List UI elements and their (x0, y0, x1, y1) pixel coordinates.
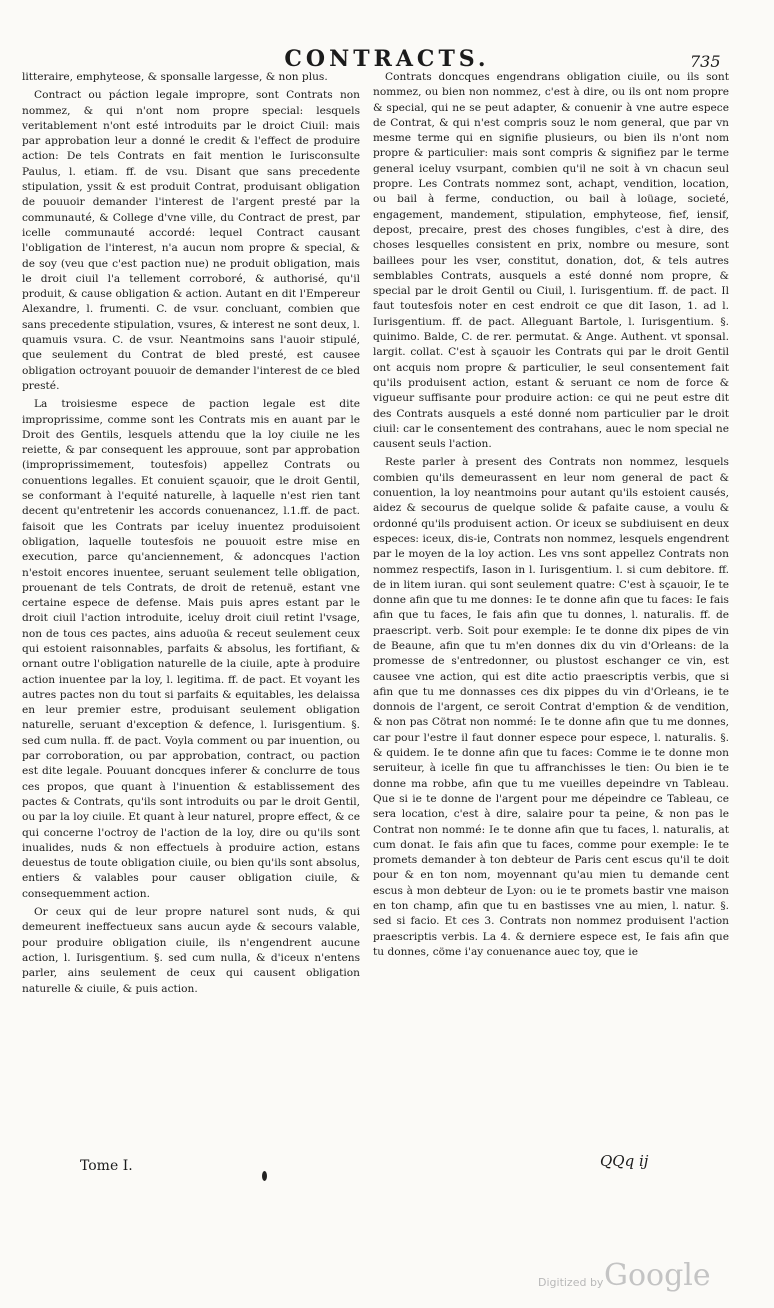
right-paragraph: Contrats doncques engendrans obligation ciuile, ou ils sont nommez, ou bien non nommez, c'est à dire, ou ils ont nom propre & special, qui ne se peut adapter, & conuenir à vne autre espece de Contrat, & qui n'est compris souz le nom general, que par vn mesme terme qui en signifie plusieurs, ou bien ils n'ont nom propre & particulier: mais sont compris & signifiez par le terme general iceluy vsurpant, combien qu'il ne soit à vn chacun seul propre. Les Contrats nommez sont, achapt, vendition, location, ou bail à ferme, conduction, ou bail à loüage, societé, engagement, mandement, stipulation, emphyteose, fief, iensif, depost, precaire, prest des choses fungibles, c'est à dire, des choses lesquelles consistent en prix, nombre ou mesure, sont baillees pour les vser, constitut, donation, dot, & tels autres semblables Contrats, ausquels a esté donné nom propre, & special par le droit Gentil ou Ciuil, l. Iurisgentium. ff. de pact. Il faut toutesfois noter en cest endroit ce que dit Iason, 1. ad l. Iurisgentium. ff. de pact. Alleguant Bartole, l. Iurisgentium. §. quinimo. Balde, C. de rer. permutat. & Ange. Authent. vt sponsal. largit. collat. C'est à sçauoir les Contrats qui par le droit Gentil ont acquis nom propre & particulier, le seul consentement fait qu'ils produisent action, estant & seruant ce nom de force & vigueur suffisante pour produire action: ce qui ne peut estre dit des Contrats ausquels a esté donné nom particulier par le droit ciuil: car le consentement des contrahans, auec le nom special ne causent seuls l'action. (373, 71, 729, 451)
left-column (22, 70, 360, 1000)
right-column (373, 70, 729, 963)
left-paragraph: La troisiesme espece de paction legale est dite improprissime, comme sont les Contrats mis en auant par le Droit des Gentils, lesquels attendu que la loy ciuile ne les reiette, & par consequent les approuue, sont par approbation (improprissimement, toutesfois) appellez Contrats ou conuentions legalles. Et conuient sçauoir, que le droit Gentil, se conformant à l'equité naturelle, à laquelle n'est rien tant decent qu'entretenir les accords conuenancez, l.1.ff. de pact. faisoit que les Contrats par iceluy inuentez produisoient obligation, laquelle toutesfois ne pouuoit estre mise en execution, parce qu'anciennement, & adoncques l'action n'estoit encores inuentee, seruant seulement telle obligation, prouenant de tels Contrats, de droit de retenuë, estant vne certaine espece de defense. Mais puis apres estant par le droit ciuil l'action introduite, iceluy droit ciuil retint l'vsage, non de tous ces pactes, ains aduoüa & receut seulement ceux qui estoient raisonnables, parfaits & absolus, les fortifiant, & ornant outre l'obligation naturelle de la ciuile, apte à produire action inuentee par la loy, l. legitima. ff. de pact. Et voyant les autres pactes non du tout si parfaits & equitables, les delaissa en leur premier estre, produisant seulement obligation naturelle, seruant d'exception & defence, l. Iurisgentium. §. sed cum nulla. ff. de pact. Voyla comment ou par inuention, ou par corroboration, ou par approbation, contract, ou paction est dite legale. Pouuant doncques inferer & conclurre de tous ces propos, que quant à l'inuention & establissement des pactes & Contrats, qu'ils sont introduits ou par le droit Gentil, ou par la loy ciuile. Et quant à leur naturel, propre effect, & ce qui concerne l'octroy de l'action de la loy, dire ou qu'ils sont inualides, nuds & non effectuels à produire action, estans deuestus de toute obligation ciuile, ou bien qu'ils sont absolus, entiers & valables pour causer obligation ciuile, & consequemment action. (22, 398, 360, 900)
running-header: CONTRACTS. (284, 46, 490, 72)
volume-label: Tome I. (80, 1158, 133, 1174)
watermark-prefix: Digitized by (538, 1276, 604, 1289)
left-paragraph: litteraire, emphyteose, & sponsalle largesse, & non plus. (22, 71, 328, 83)
digitized-watermark (538, 1258, 738, 1302)
ink-mark (262, 1171, 267, 1181)
right-paragraph: Reste parler à present des Contrats non nommez, lesquels combien qu'ils demeurassent en leur nom general de pact & conuention, la loy neantmoins pour autant qu'ils estoient causés, aidez & secourus de quelque solide & pafaite cause, a voulu & ordonné qu'ils produisent action. Or iceux se subdiuisent en deux especes: iceux, dis-ie, Contrats non nommez, lesquels engendrent par le moyen de la loy action. Les vns sont appellez Contrats non nommez respectifs, Iason in l. Iurisgentium. l. si cum debitore. ff. de in litem iuran. qui sont seulement quatre: C'est à sçauoir, Ie te donne afin que tu me donnes: Ie te donne afin que tu faces: Ie fais afin que tu faces, Ie fais afin que tu donnes, l. naturalis. ff. de praescript. verb. Soit pour exemple: Ie te donne dix pipes de vin de Beaune, afin que tu m'en donnes dix du vin d'Orleans: de la promesse de s'entredonner, ou plustost eschanger ce vin, est causee vne action, qui est dite actio praescriptis verbis, que si afin que tu me donnasses ces dix pippes du vin d'Orleans, ie te donnois de l'argent, ce seroit Contrat d'emption & de vendition, & non pas Cötrat non nommé: Ie te donne afin que tu me donnes, car pour l'estre il faut donner espece pour espece, l. naturalis. §. & quidem. Ie te donne afin que tu faces: Comme ie te donne mon seruiteur, à icelle fin que tu affranchisses le tien: Ou bien ie te donne ma robbe, afin que tu me vueilles depeindre vn Tableau. Que si ie te donne de l'argent pour me dépeindre ce Tableau, ce sera location, c'est à dire, salaire pour ta peine, & non pas le Contrat non nommé: Ie te donne afin que tu faces, l. naturalis, at cum donat. Ie fais afin que tu faces, comme pour exemple: Ie te promets demander à ton debteur de Paris cent escus qu'il te doit pour & en ton nom, moyennant qu'au mien tu demande cent escus à mon debteur de Lyon: ou ie te promets bastir vne maison en ton champ, afin que tu en bastisses vne au mien, l. natur. §. sed si facio. Et ces 3. Contrats non nommez produisent l'action praescriptis verbis. La 4. & derniere espece est, Ie fais afin que tu donnes, cöme i'ay conuenance auec toy, que ie (373, 456, 729, 958)
signature-mark: QQq ij (600, 1152, 649, 1170)
left-paragraph: Contract ou páction legale impropre, sont Contrats non nommez, & qui n'ont nom propre special: lesquels veritablement n'ont esté introduits par le droict Ciuil: mais par approbation leur a donné le credit & l'effect de produire action: De tels Contrats en fait mention le Iurisconsulte Paulus, l. etiam. ff. de vsu. Disant que sans precedente stipulation, yssit & est produit Contrat, produisant obligation de pouuoir demander l'interest de l'argent presté par la communauté, & College d'vne ville, du Contract de prest, par icelle communauté accordé: lequel Contract causant l'obligation de l'interest, n'a aucun nom propre & special, & de soy (veu que c'est paction nue) ne produit obligation, mais le droit ciuil l'a tellement corroboré, & authorisé, qu'il produit, & cause obligation & action. Autant en dit l'Empereur Alexandre, l. frumenti. C. de vsur. concluant, combien que sans precedente stipulation, vsures, & interest ne sont deux, l. quamuis vsura. C. de vsur. Neantmoins sans l'auoir stipulé, que seulement du Contrat de bled presté, est causee obligation octroyant pouuoir de demander l'interest de ce bled presté. (22, 89, 360, 392)
google-logo: Google (604, 1258, 711, 1293)
left-paragraph: Or ceux qui de leur propre naturel sont nuds, & qui demeurent ineffectueux sans aucun ayde & secours valable, pour produire obligation ciuile, ils n'engendrent aucune action, l. Iurisgentium. §. sed cum nulla, & d'iceux n'entens parler, ains seulement de ceux qui causent obligation naturelle & ciuile, & puis action. (22, 906, 360, 995)
page-number: 735 (690, 52, 721, 71)
